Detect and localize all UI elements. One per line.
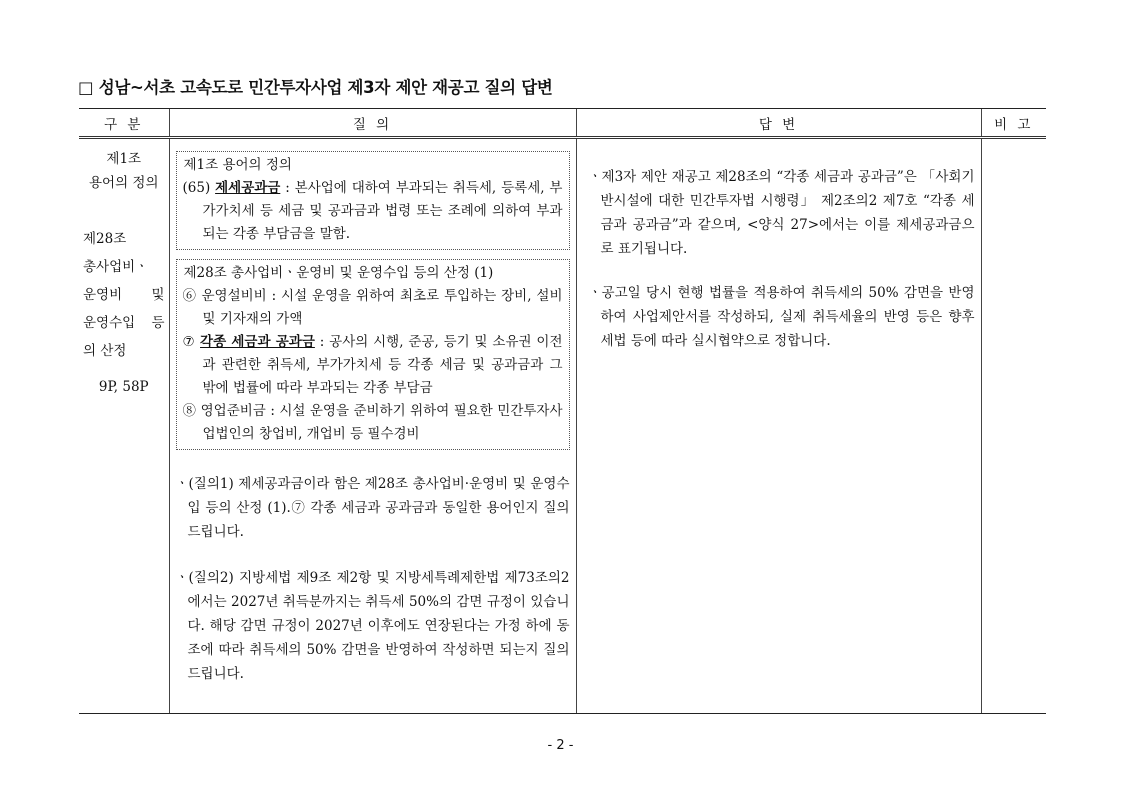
category-line: 운영수입 등 xyxy=(83,315,165,331)
header-remarks: 비 고 xyxy=(981,109,1046,138)
header-question: 질 의 xyxy=(169,109,576,138)
question-2: ㆍ(질의2) 지방세법 제9조 제2항 및 지방세특례제한법 제73조의2에서는 2027년 취득분까지는 취득세 50%의 감면 규정이 있습니다. 해당 감면 규정이 2027년 이후에도 연장된다는 가정 하에 동 조에 따라 취득세의 50% 감면을 반영하여 작성하면 되는지 질의 드립니다. xyxy=(175,570,570,682)
page-heading: □ 성남~서초 고속도로 민간투자사업 제3자 제안 재공고 질의 답변 xyxy=(78,78,553,97)
category-line: 제28조 xyxy=(83,231,127,247)
category-cell xyxy=(79,138,169,714)
category-line: 제1조 xyxy=(106,151,142,167)
qa-table xyxy=(79,108,1046,714)
question-1: ㆍ(질의1) 제세공과금이라 함은 제28조 총사업비·운영비 및 운영수입 등의 산정 (1).⑦ 각종 세금과 공과금과 동일한 용어인지 질의 드립니다. xyxy=(175,476,570,540)
header-row xyxy=(79,109,1046,138)
category-line: 총사업비ㆍ xyxy=(83,259,149,275)
remarks-cell xyxy=(981,138,1046,714)
article-1-box xyxy=(176,151,570,250)
category-pages: 9P, 58P xyxy=(98,379,149,395)
answer-1: ㆍ제3자 제안 재공고 제28조의 “각종 세금과 공과금”은 「사회기반시설에 대한 민간투자법 시행령」 제2조의2 제7호 “각종 세금과 공과금”과 같으며, <양식 27>에서는 이를 제세공과금으로 표기됩니다. xyxy=(588,169,975,257)
table-row xyxy=(79,138,1046,714)
question-cell xyxy=(169,138,576,714)
article-28-title: 제28조 총사업비ㆍ운영비 및 운영수입 등의 산정 (1) xyxy=(183,265,494,281)
header-category: 구 분 xyxy=(79,109,169,138)
article-1-title: 제1조 용어의 정의 xyxy=(183,157,292,173)
term-taxes-dues: 각종 세금과 공과금 xyxy=(200,334,315,350)
answer-cell xyxy=(576,138,981,714)
category-line: 운영비 및 xyxy=(83,287,165,303)
article-28-item-8: ⑧ 영업준비금 : 시설 운영을 준비하기 위하여 필요한 민간투자사업법인의 창업비, 개업비 등 필수경비 xyxy=(182,403,563,442)
answer-2: ㆍ공고일 당시 현행 법률을 적용하여 취득세의 50% 감면을 반영하여 사업제안서를 작성하되, 실제 취득세율의 반영 등은 향후 세법 등에 따라 실시협약으로 정합니다. xyxy=(588,285,975,349)
article-28-item-7: ⑦ 각종 세금과 공과금 : 공사의 시행, 준공, 등기 및 소유권 이전과 관련한 취득세, 부가가치세 등 각종 세금 및 공과금과 그 밖에 법률에 따라 부과되는 각종 부담금 xyxy=(182,334,563,396)
category-line: 용어의 정의 xyxy=(89,175,159,191)
header-answer: 답 변 xyxy=(576,109,981,138)
article-28-item-6: ⑥ 운영설비비 : 시설 운영을 위하여 최초로 투입하는 장비, 설비 및 기자재의 가액 xyxy=(182,288,563,327)
category-line: 의 산정 xyxy=(83,343,127,359)
term-tax-dues: 제세공과금 xyxy=(215,180,281,196)
page-number: - 2 - xyxy=(547,738,574,753)
article-28-box xyxy=(176,259,570,450)
article-1-item-65: (65) 제세공과금 : 본사업에 대하여 부과되는 취득세, 등록세, 부가가치세 등 세금 및 공과금과 법령 또는 조례에 의하여 부과되는 각종 부담금을 말함. xyxy=(182,180,563,242)
